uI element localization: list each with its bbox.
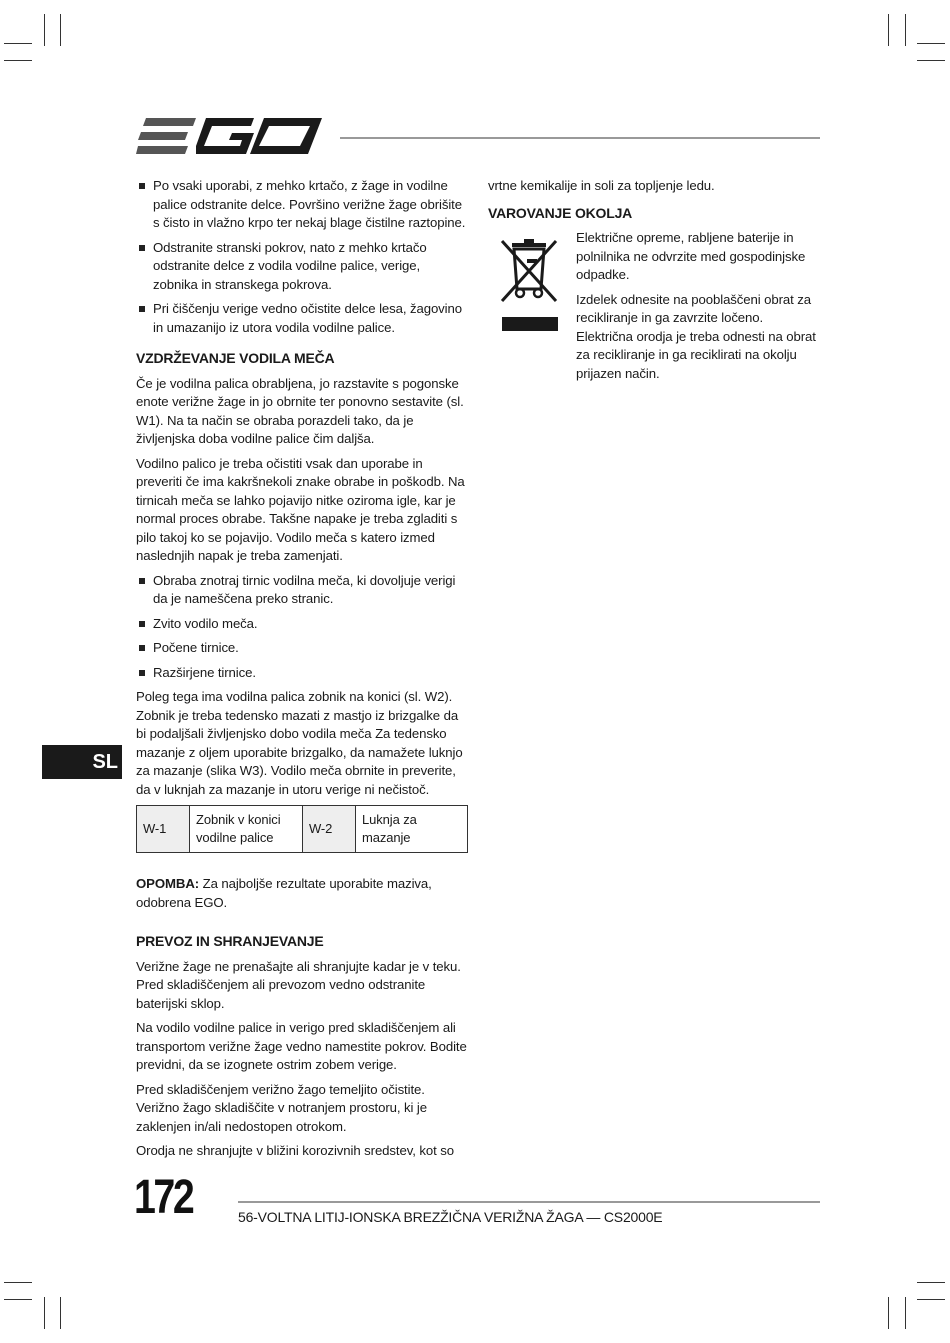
section-heading-environment: VAROVANJE OKOLJA xyxy=(488,204,633,221)
list-item: Počene tirnice. xyxy=(136,639,468,658)
weee-crossed-bin-icon xyxy=(496,233,562,341)
paragraph: Pred skladiščenjem verižno žago temeljito očistite. Verižno žago skladiščite v notranjem prostoru, ki je zaklenjen in/ali nedostopen otrokom. xyxy=(136,1081,427,1134)
crop-mark xyxy=(917,1282,945,1283)
crop-mark xyxy=(44,14,45,46)
left-column xyxy=(136,177,468,1167)
crop-mark xyxy=(888,14,889,46)
crop-mark xyxy=(917,43,945,44)
crop-mark xyxy=(917,1299,945,1300)
paragraph: Izdelek odnesite na pooblaščeni obrat za recikliranje in ga zavrzite ločeno. Električna orodja je treba odnesti na obrat za recikliranje in ga reciklirati na okolju prijazen način. xyxy=(576,291,816,381)
crop-mark xyxy=(905,1297,906,1329)
language-tab xyxy=(42,745,122,779)
paragraph: Poleg tega ima vodilna palica zobnik na konici (sl. W2). Zobnik je treba tedensko mazati z mastjo iz brizgalke da bi podaljšali življenjsko dobo vodila meča Za tedensko mazanje z oljem uporabite brizgalko, da namažete luknjo za mazanje (slika W3). Vodilo meča obrnite in preverite, da v luknjah za mazanje in utoru verige ni nečistoč. xyxy=(136,689,463,797)
table-cell-code: W-1 xyxy=(137,806,190,853)
table-cell-desc: Zobnik v konici vodilne palice xyxy=(190,806,303,853)
list-item: Razširjene tirnice. xyxy=(136,664,468,683)
paragraph: Na vodilo vodilne palice in verigo pred skladiščenjem ali transportom verižne žage vedno namestite pokrov. Bodite previdni, da se izognete ostrim zobem verige. xyxy=(136,1020,467,1072)
crop-mark xyxy=(60,1297,61,1329)
crop-mark xyxy=(4,1282,32,1283)
paragraph: Vodilno palico je treba očistiti vsak dan uporabe in preveriti če ima kakršnekoli znake obrabe in poškodb. Na tirnicah meča se lahko pojavijo nitke oziroma igle, kar je normal proces obrabe. Takšne napake je treba zgladiti s pilo takoj ko se pojavijo. Vodilo meča s katero izmed naslednjih napak je treba zamenjati. xyxy=(136,455,465,563)
paragraph: Verižne žage ne prenašajte ali shranjujte kadar je v teku. Pred skladiščenjem ali prevozom vedno odstranite baterijski sklop. xyxy=(136,958,461,1011)
footer-title: 56-VOLTNA LITIJ-IONSKA BREZŽIČNA VERIŽNA ŽAGA — CS2000E xyxy=(238,1209,663,1225)
list-item: Obraba znotraj tirnic vodilna meča, ki dovoljuje verigi da je nameščena preko stranic. xyxy=(136,572,468,609)
footer-rule xyxy=(238,1201,820,1203)
paragraph: vrtne kemikalije in soli za topljenje ledu. xyxy=(488,178,715,193)
note-text: Za najboljše rezultate uporabite maziva, odobrena EGO. xyxy=(136,876,432,910)
paragraph: Če je vodilna palica obrabljena, jo razstavite s pogonske enote verižne žage in jo obrnite ter ponovno sestavite (sl. W1). Na ta način se obraba porazdeli tako, da je življenjska doba vodilne palice čim daljša. xyxy=(136,375,464,446)
section-heading-transport: PREVOZ IN SHRANJEVANJE xyxy=(136,933,324,949)
crop-mark xyxy=(4,43,32,44)
list-item: Zvito vodilo meča. xyxy=(136,615,468,634)
section-heading-bar-maintenance: VZDRŽEVANJE VODILA MEČA xyxy=(136,350,335,366)
defects-list xyxy=(136,572,468,683)
paragraph: Električne opreme, rabljene baterije in polnilnika ne odvrzite med gospodinjske odpadke. xyxy=(576,230,806,282)
crop-mark xyxy=(44,1297,45,1329)
crop-mark xyxy=(4,60,32,61)
crop-mark xyxy=(60,14,61,46)
table-cell-desc: Luknja za mazanje xyxy=(356,806,468,853)
list-item: Po vsaki uporabi, z mehko krtačo, z žage in vodilne palice odstranite delce. Površino verižne žage obrišite s čisto in vlažno krpo ter nekaj blage čistilne raztopine. xyxy=(136,177,468,233)
environment-text xyxy=(576,229,818,383)
crop-mark xyxy=(4,1299,32,1300)
note xyxy=(136,875,468,912)
parts-table xyxy=(136,805,468,853)
list-item: Pri čiščenju verige vedno očistite delce lesa, žagovino in umazanijo iz utora vodila vodilne palice. xyxy=(136,300,468,337)
right-column xyxy=(488,177,818,389)
page-number: 172 xyxy=(134,1171,193,1224)
table-cell-code: W-2 xyxy=(303,806,356,853)
ego-logo xyxy=(136,116,322,160)
list-item: Odstranite stranski pokrov, nato z mehko krtačo odstranite delce z vodila vodilne palice, verige, zobnika in stranskega pokrova. xyxy=(136,239,468,295)
cleaning-list xyxy=(136,177,468,337)
crop-mark xyxy=(905,14,906,46)
table-row xyxy=(137,806,468,853)
paragraph: Orodja ne shranjujte v bližini korozivnih sredstev, kot so xyxy=(136,1143,454,1158)
language-tab-label: SL xyxy=(92,750,118,773)
crop-mark xyxy=(888,1297,889,1329)
header-rule xyxy=(340,137,820,139)
environment-block xyxy=(488,229,818,383)
note-label: OPOMBA: xyxy=(136,876,200,891)
crop-mark xyxy=(917,60,945,61)
